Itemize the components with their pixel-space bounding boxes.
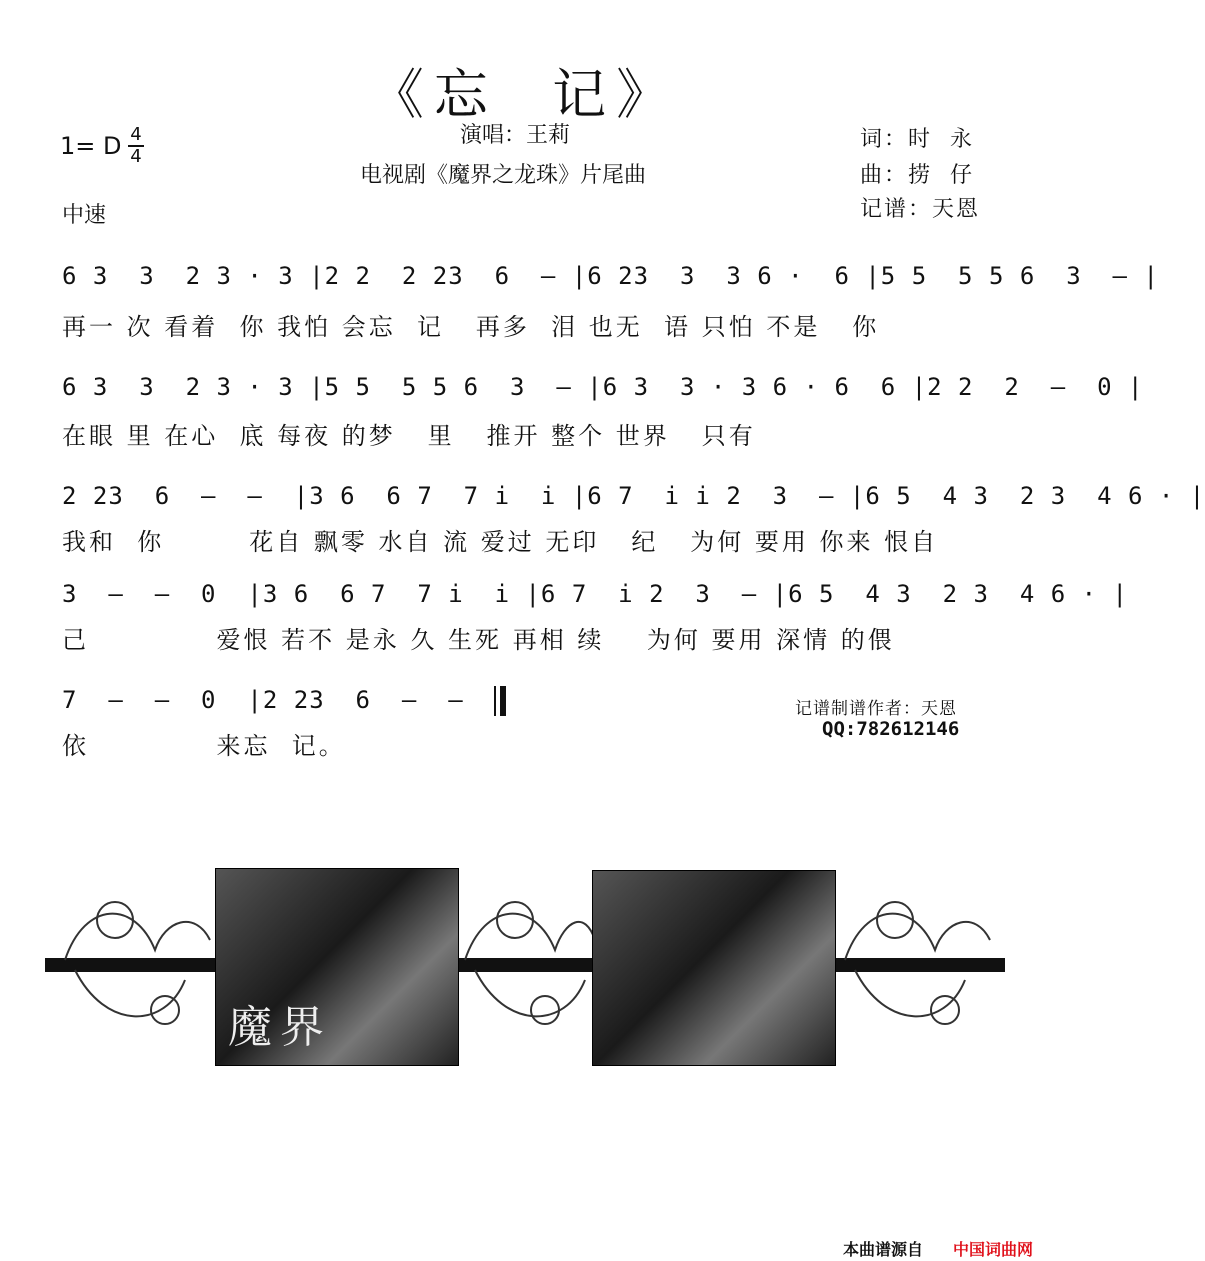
song-subtitle: 电视剧《魔界之龙珠》片尾曲 bbox=[360, 163, 647, 188]
notation-line-5: 7 – – 0 |2 23 6 – – bbox=[62, 686, 464, 714]
lyricist-credit: 词：时 永 bbox=[860, 127, 974, 152]
time-signature-top: 4 bbox=[130, 124, 142, 145]
poster-title-art: 魔界 bbox=[228, 1002, 332, 1053]
notation-line-3: 2 23 6 – – |3 6 6 7 7 i i |6 7 i i 2 3 – |6 5 4 3 2 3 4 6 · | bbox=[62, 482, 1205, 510]
lyrics-line-3: 我和 你 花自 飘零 水自 流 爱过 无印 纪 为何 要用 你来 恨自 bbox=[62, 528, 939, 556]
time-signature bbox=[128, 126, 144, 166]
notation-line-4: 3 – – 0 |3 6 6 7 7 i i |6 7 i 2 3 – |6 5 4 3 2 3 4 6 · | bbox=[62, 580, 1128, 608]
drama-poster-image bbox=[215, 868, 459, 1066]
lyrics-line-4: 己 爱恨 若不 是永 久 生死 再相 续 为何 要用 深情 的偎 bbox=[62, 626, 895, 654]
decorative-banner bbox=[45, 860, 1005, 1070]
drama-still-image bbox=[592, 870, 836, 1066]
notation-line-2: 6 3 3 2 3 · 3 |5 5 5 5 6 3 – |6 3 3 · 3 6 · 6 6 |2 2 2 – 0 | bbox=[62, 373, 1144, 401]
time-signature-bottom: 4 bbox=[130, 146, 142, 167]
singer-credit: 演唱：王莉 bbox=[460, 123, 571, 148]
source-site-link[interactable]: 中国词曲网 bbox=[953, 1240, 1034, 1259]
key-signature: 1= D bbox=[60, 132, 122, 160]
composer-credit: 曲：捞 仔 bbox=[860, 163, 974, 188]
lyrics-line-2: 在眼 里 在心 底 每夜 的梦 里 推开 整个 世界 只有 bbox=[62, 422, 756, 450]
transcriber-credit: 记谱：天恩 bbox=[860, 197, 981, 222]
final-barline-thick bbox=[500, 686, 506, 716]
transcriber-footer: 记谱制谱作者：天恩 bbox=[795, 699, 957, 719]
final-barline-thin bbox=[494, 686, 496, 716]
notation-line-1: 6 3 3 2 3 · 3 |2 2 2 23 6 – |6 23 3 3 6 · 6 |5 5 5 5 6 3 – | bbox=[62, 262, 1159, 290]
lyrics-line-1: 再一 次 看着 你 我怕 会忘 记 再多 泪 也无 语 只怕 不是 你 bbox=[62, 313, 880, 341]
tempo-marking: 中速 bbox=[62, 203, 107, 228]
song-title: 《忘 记》 bbox=[369, 63, 681, 126]
lyrics-line-5: 依 来忘 记。 bbox=[62, 732, 346, 760]
qq-contact: QQ:782612146 bbox=[822, 718, 960, 740]
source-label: 本曲谱源自 bbox=[843, 1240, 924, 1259]
